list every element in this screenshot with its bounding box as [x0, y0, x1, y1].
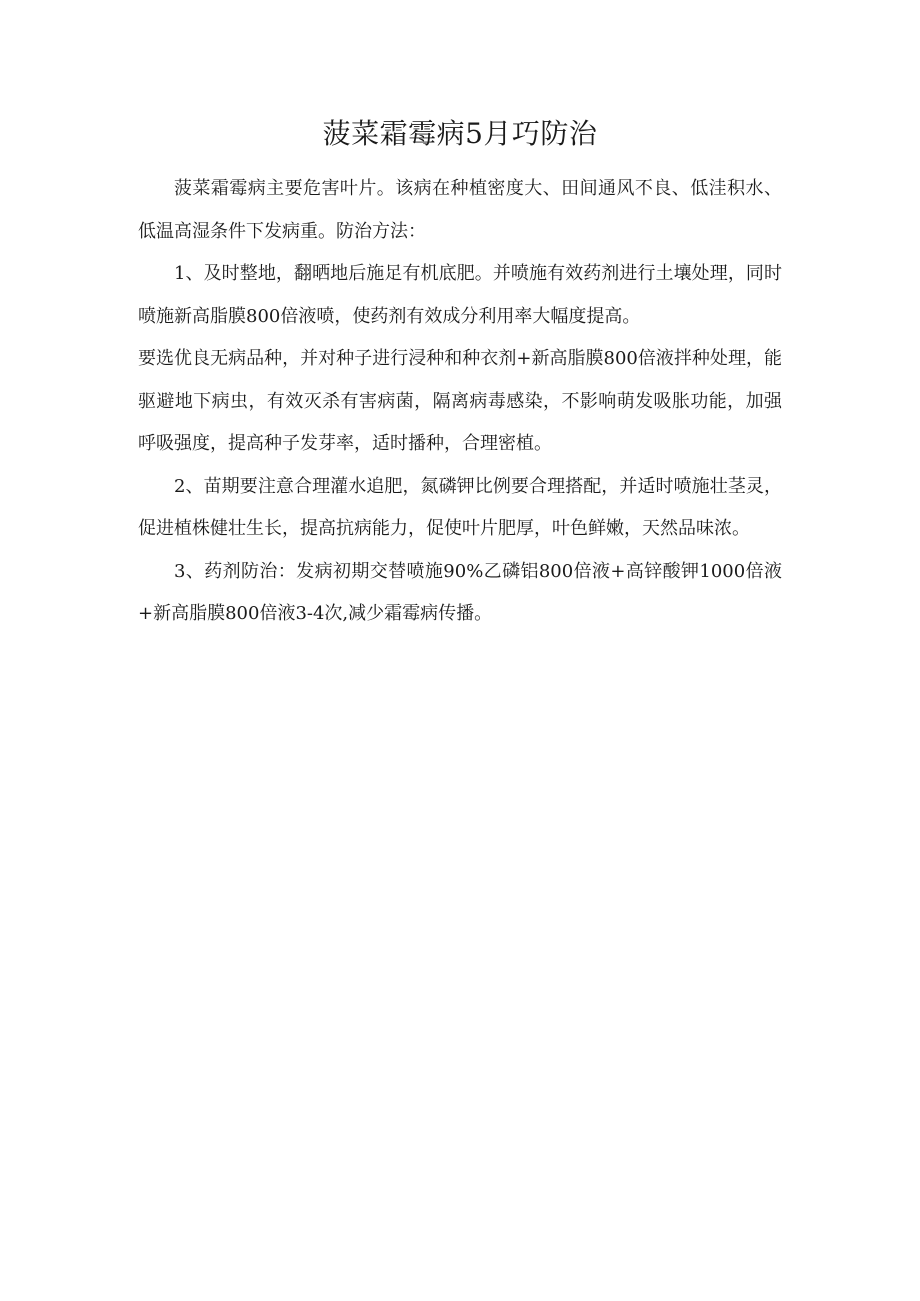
- document-title: 菠菜霜霉病5月巧防治: [322, 117, 598, 150]
- paragraph-step-1: 1、及时整地，翻晒地后施足有机底肥。并喷施有效药剂进行土壤处理，同时喷施新高脂膜800倍液喷，使药剂有效成分利用率大幅度提高。: [138, 263, 782, 327]
- document-body: [138, 168, 782, 636]
- paragraph-step-2: 2、苗期要注意合理灌水追肥，氮磷钾比例要合理搭配，并适时喷施壮茎灵，促进植株健壮生长，提高抗病能力，促使叶片肥厚，叶色鲜嫩，天然品味浓。: [138, 475, 782, 539]
- paragraph-seed-treatment: 要选优良无病品种，并对种子进行浸种和种衣剂+新高脂膜800倍液拌种处理，能驱避地下病虫，有效灭杀有害病菌，隔离病毒感染，不影响萌发吸胀功能，加强呼吸强度，提高种子发芽率，适时播种，合理密植。: [138, 348, 782, 454]
- paragraph-intro: 菠菜霜霉病主要危害叶片。该病在种植密度大、田间通风不良、低洼积水、低温高湿条件下发病重。防治方法：: [138, 178, 782, 242]
- paragraph-step-3: 3、药剂防治：发病初期交替喷施90%乙磷铝800倍液+高锌酸钾1000倍液+新高脂膜800倍液3-4次,减少霜霉病传播。: [138, 560, 782, 624]
